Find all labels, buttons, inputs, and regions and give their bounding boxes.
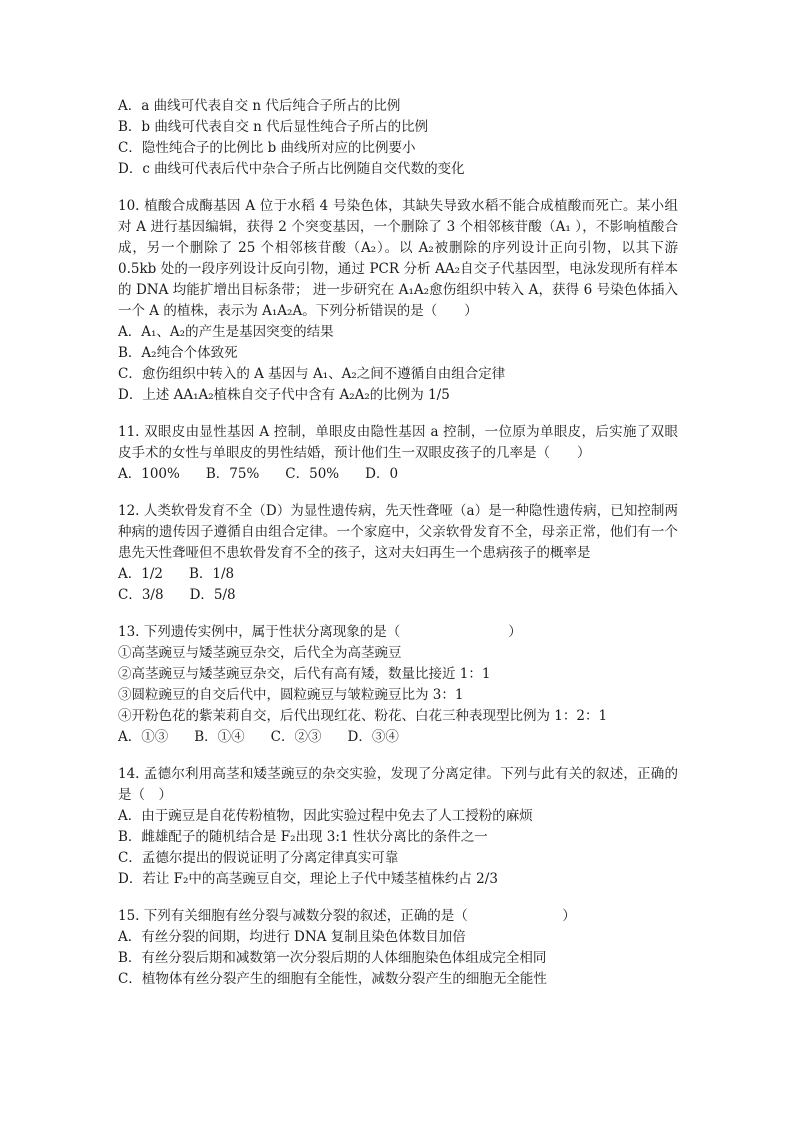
option-d: D．若让 F₂中的高茎豌豆自交，理论上子代中矮茎植株约占 2/3 [118, 871, 498, 887]
option-c: C．植物体有丝分裂产生的细胞有全能性，减数分裂产生的细胞无全能性 [118, 971, 547, 987]
option-b: B．①④ [194, 729, 245, 745]
option-c: C．孟德尔提出的假说证明了分离定律真实可靠 [118, 850, 399, 866]
question-list [118, 96, 678, 1006]
question-11-options [118, 464, 678, 485]
option-c: C．愈伤组织中转入的 A 基因与 A₁、A₂之间不遵循自由组合定律 [118, 366, 506, 382]
question-14-stem: 14. 孟德尔利用高茎和矮茎豌豆的杂交实验，发现了分离定律。下列与此有关的叙述，正确的是（ ） [118, 766, 678, 803]
statement-4: ④开粉色花的紫茉莉自交，后代出现红花、粉花、白花三种表现型比例为 1：2：1 [118, 708, 608, 724]
question-11 [118, 422, 678, 485]
option-d: D．0 [365, 466, 399, 482]
option-a: A．A₁、A₂的产生是基因突变的结果 [118, 324, 334, 340]
question-15-stem: 15. 下列有关细胞有丝分裂与减数分裂的叙述，正确的是（ ） [118, 908, 576, 924]
question-10 [118, 196, 678, 406]
option-c: C．隐性纯合子的比例比 b 曲线所对应的比例要小 [118, 140, 416, 156]
question-12-options-row-1 [118, 564, 678, 585]
option-b: B．A₂纯合个体致死 [118, 345, 238, 361]
option-d: D．上述 AA₁A₂植株自交子代中含有 A₂A₂的比例为 1/5 [118, 387, 450, 403]
option-b: B．雌雄配子的随机结合是 F₂出现 3:1 性状分离比的条件之一 [118, 829, 488, 845]
statement-3: ③圆粒豌豆的自交后代中，圆粒豌豆与皱粒豌豆比为 3：1 [118, 687, 464, 703]
option-c: C．②③ [270, 729, 322, 745]
statement-2: ②高茎豌豆与矮茎豌豆杂交，后代有高有矮，数量比接近 1：1 [118, 666, 491, 682]
question-15 [118, 906, 678, 990]
option-c: C．3/8 [118, 587, 164, 603]
option-a: A．1/2 [118, 566, 163, 582]
question-11-stem: 11. 双眼皮由显性基因 A 控制，单眼皮由隐性基因 a 控制，一位原为单眼皮，后实施了双眼皮手术的女性与单眼皮的男性结婚，预计他们生一双眼皮孩子的几率是（ ） [118, 424, 678, 461]
question-9-options [118, 96, 678, 180]
question-10-stem: 10. 植酸合成酶基因 A 位于水稻 4 号染色体，其缺失导致水稻不能合成植酸而死亡。某小组对 A 进行基因编辑，获得 2 个突变基因，一个删除了 3 个相邻核苷酸（A₁ ），不影响植酸合成，另一个删除了 25 个相邻核苷酸（A₂）。以 A₂被删除的序列设计正向引物，以其下游 0.5kb 处的一段序列设计反向引物，通过 PCR 分析 AA₂自交子代基因型，电泳发现所有样本的 DNA 均能扩增出目标条带； 进一步研究在 A₁A₂愈伤组织中转入 A，获得 6 号染色体插入一个 A 的植株，表示为 A₁A₂A。下列分析错误的是（ ） [118, 198, 678, 319]
option-b: B．b 曲线可代表自交 n 代后显性纯合子所占的比例 [118, 119, 429, 135]
statement-1: ①高茎豌豆与矮茎豌豆杂交，后代全为高茎豌豆 [118, 645, 402, 661]
question-12-stem: 12. 人类软骨发育不全（D）为显性遗传病，先天性聋哑（a）是一种隐性遗传病，已知控制两种病的遗传因子遵循自由组合定律。一个家庭中，父亲软骨发育不全，母亲正常，他们有一个患先天性聋哑但不患软骨发育不全的孩子，这对夫妇再生一个患病孩子的概率是 [118, 503, 678, 561]
question-13 [118, 622, 678, 748]
option-d: D．c 曲线可代表后代中杂合子所占比例随自交代数的变化 [118, 161, 465, 177]
option-a: A．100% [118, 466, 180, 482]
question-12-options-row-2 [118, 585, 678, 606]
option-c: C．50% [285, 466, 340, 482]
option-a: A．①③ [118, 729, 169, 745]
option-a: A．有丝分裂的间期，均进行 DNA 复制且染色体数目加倍 [118, 929, 466, 945]
option-b: B．1/8 [188, 566, 235, 582]
option-b: B．75% [205, 466, 260, 482]
option-b: B．有丝分裂后期和减数第一次分裂后期的人体细胞染色体组成完全相同 [118, 950, 547, 966]
question-13-options [118, 727, 678, 748]
question-12 [118, 501, 678, 606]
question-13-stem: 13. 下列遗传实例中，属于性状分离现象的是（ ） [118, 624, 522, 640]
option-d: D．5/8 [189, 587, 236, 603]
option-a: A．由于豌豆是自花传粉植物，因此实验过程中免去了人工授粉的麻烦 [118, 808, 533, 824]
option-a: A．a 曲线可代表自交 n 代后纯合子所占的比例 [118, 98, 401, 114]
option-d: D．③④ [347, 729, 399, 745]
question-14 [118, 764, 678, 890]
